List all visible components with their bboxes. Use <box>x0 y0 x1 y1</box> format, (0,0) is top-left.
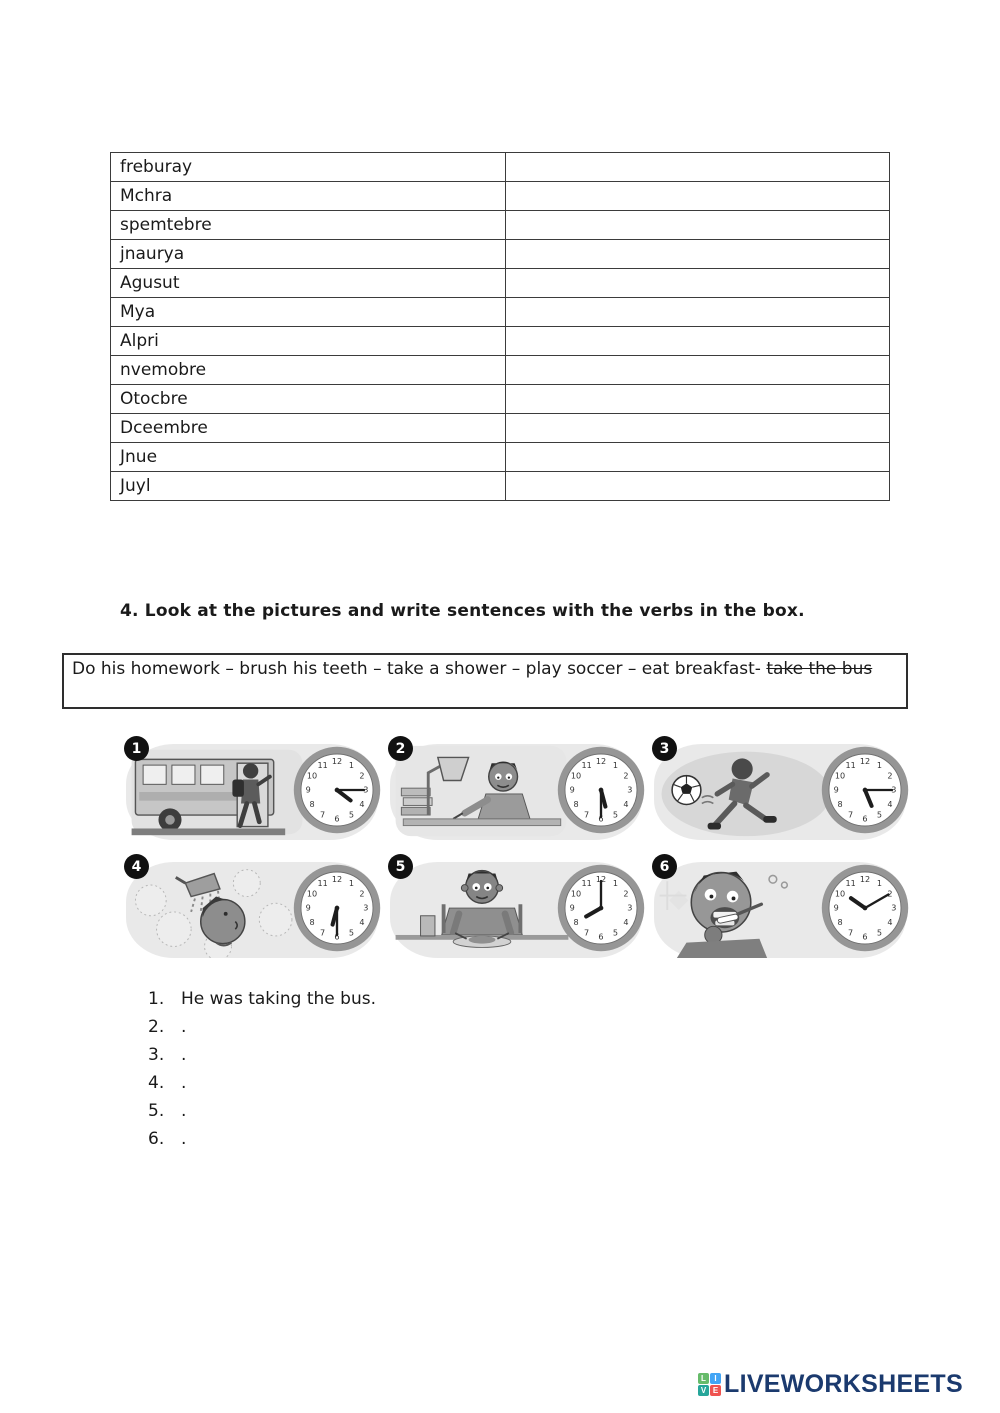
answer-row <box>148 1125 376 1153</box>
table-row <box>111 385 890 414</box>
svg-text:9: 9 <box>305 902 311 913</box>
answer-cell[interactable] <box>506 327 890 356</box>
picture-number-badge: 6 <box>652 854 677 879</box>
answer-cell[interactable] <box>506 182 890 211</box>
svg-text:1: 1 <box>348 759 354 770</box>
answer-row <box>148 985 376 1013</box>
table-row <box>111 414 890 443</box>
answer-row <box>148 1041 376 1069</box>
svg-text:8: 8 <box>837 917 843 928</box>
svg-text:10: 10 <box>834 770 846 781</box>
answer-text[interactable]: . <box>181 1101 187 1121</box>
logo-tile: E <box>710 1385 721 1396</box>
svg-text:5: 5 <box>612 927 618 938</box>
svg-text:10: 10 <box>834 888 846 899</box>
answers-list <box>148 985 376 1153</box>
answer-cell[interactable] <box>506 153 890 182</box>
svg-text:5: 5 <box>876 927 882 938</box>
activity-illustration <box>658 862 834 958</box>
logo-tile: I <box>710 1373 721 1384</box>
answer-row <box>148 1069 376 1097</box>
scrambled-month-cell: Mchra <box>111 182 506 211</box>
svg-text:3: 3 <box>363 902 369 913</box>
svg-text:3: 3 <box>891 784 897 795</box>
svg-text:4: 4 <box>887 917 893 928</box>
svg-text:9: 9 <box>833 784 839 795</box>
svg-text:2: 2 <box>887 888 893 899</box>
svg-text:6: 6 <box>334 813 340 824</box>
activity-illustration <box>658 744 834 840</box>
svg-text:2: 2 <box>623 770 629 781</box>
svg-text:6: 6 <box>862 931 868 942</box>
brand-text: LIVEWORKSHEETS <box>724 1370 963 1398</box>
svg-text:10: 10 <box>306 770 318 781</box>
svg-text:3: 3 <box>627 784 633 795</box>
svg-text:10: 10 <box>306 888 318 899</box>
svg-text:11: 11 <box>845 877 856 888</box>
verb-box-struck-text: take the bus <box>766 659 873 679</box>
answer-cell[interactable] <box>506 240 890 269</box>
picture-tile <box>122 854 384 962</box>
svg-text:4: 4 <box>623 799 629 810</box>
svg-text:3: 3 <box>363 784 369 795</box>
svg-text:1: 1 <box>612 759 618 770</box>
picture-tile <box>386 854 648 962</box>
svg-text:7: 7 <box>848 927 854 938</box>
svg-text:1: 1 <box>612 877 618 888</box>
activity-illustration <box>394 744 570 840</box>
svg-text:12: 12 <box>595 755 607 766</box>
scrambled-month-cell: Agusut <box>111 269 506 298</box>
clock-icon <box>820 745 910 835</box>
svg-text:4: 4 <box>887 799 893 810</box>
answer-text[interactable]: . <box>181 1017 187 1037</box>
liveworksheets-brand[interactable] <box>698 1370 963 1399</box>
svg-text:5: 5 <box>876 809 882 820</box>
clock-icon <box>820 863 910 953</box>
scrambled-month-cell: Dceembre <box>111 414 506 443</box>
svg-text:6: 6 <box>598 813 604 824</box>
svg-text:1: 1 <box>876 877 882 888</box>
svg-text:12: 12 <box>859 873 871 884</box>
picture-number-badge: 4 <box>124 854 149 879</box>
picture-number-badge: 5 <box>388 854 413 879</box>
svg-text:5: 5 <box>612 809 618 820</box>
answer-row <box>148 1013 376 1041</box>
svg-text:3: 3 <box>891 902 897 913</box>
verb-box <box>62 653 908 709</box>
table-row <box>111 472 890 501</box>
scrambled-month-cell: Juyl <box>111 472 506 501</box>
answer-cell[interactable] <box>506 443 890 472</box>
exercise-heading: 4. Look at the pictures and write sentences with the verbs in the box. <box>120 601 805 621</box>
svg-text:6: 6 <box>334 931 340 942</box>
svg-text:9: 9 <box>569 902 575 913</box>
scrambled-month-cell: Jnue <box>111 443 506 472</box>
svg-text:12: 12 <box>331 755 343 766</box>
svg-text:7: 7 <box>584 809 590 820</box>
svg-text:11: 11 <box>581 759 592 770</box>
table-row <box>111 356 890 385</box>
svg-text:8: 8 <box>309 917 315 928</box>
picture-tile <box>650 736 912 844</box>
svg-text:2: 2 <box>359 770 365 781</box>
answer-number: 5. <box>148 1101 165 1121</box>
scrambled-month-cell: Otocbre <box>111 385 506 414</box>
table-row <box>111 327 890 356</box>
svg-text:7: 7 <box>320 809 326 820</box>
answer-text[interactable]: . <box>181 1045 187 1065</box>
svg-text:9: 9 <box>569 784 575 795</box>
answer-row <box>148 1097 376 1125</box>
picture-number-badge: 3 <box>652 736 677 761</box>
svg-text:7: 7 <box>320 927 326 938</box>
scrambled-month-cell: Mya <box>111 298 506 327</box>
picture-tile <box>386 736 648 844</box>
svg-text:5: 5 <box>348 809 354 820</box>
table-row <box>111 182 890 211</box>
activity-illustration <box>394 862 570 958</box>
svg-text:8: 8 <box>573 799 579 810</box>
clock-icon <box>292 863 382 953</box>
scrambled-months-table <box>110 152 890 501</box>
pictures-grid <box>122 736 914 962</box>
svg-text:4: 4 <box>359 799 365 810</box>
picture-tile <box>650 854 912 962</box>
answer-cell[interactable] <box>506 414 890 443</box>
clock-icon <box>556 745 646 835</box>
scrambled-month-cell: freburay <box>111 153 506 182</box>
svg-text:11: 11 <box>581 877 592 888</box>
svg-text:4: 4 <box>359 917 365 928</box>
answer-cell[interactable] <box>506 211 890 240</box>
scrambled-month-cell: nvemobre <box>111 356 506 385</box>
answer-cell[interactable] <box>506 269 890 298</box>
svg-text:8: 8 <box>573 917 579 928</box>
svg-text:1: 1 <box>876 759 882 770</box>
svg-text:12: 12 <box>331 873 343 884</box>
activity-illustration <box>130 862 306 958</box>
answer-number: 3. <box>148 1045 165 1065</box>
svg-text:11: 11 <box>845 759 856 770</box>
svg-text:12: 12 <box>859 755 871 766</box>
liveworksheets-logo-icon <box>698 1373 721 1396</box>
svg-text:3: 3 <box>627 902 633 913</box>
answer-cell[interactable] <box>506 356 890 385</box>
table-row <box>111 298 890 327</box>
table-row <box>111 269 890 298</box>
picture-tile <box>122 736 384 844</box>
svg-text:2: 2 <box>359 888 365 899</box>
scrambled-month-cell: Alpri <box>111 327 506 356</box>
activity-illustration <box>130 744 306 840</box>
clock-icon <box>292 745 382 835</box>
svg-text:7: 7 <box>848 809 854 820</box>
logo-tile: V <box>698 1385 709 1396</box>
picture-number-badge: 1 <box>124 736 149 761</box>
clock-icon <box>556 863 646 953</box>
svg-text:11: 11 <box>317 877 328 888</box>
table-row <box>111 443 890 472</box>
svg-text:2: 2 <box>623 888 629 899</box>
answer-number: 4. <box>148 1073 165 1093</box>
answer-number: 6. <box>148 1129 165 1149</box>
scrambled-month-cell: spemtebre <box>111 211 506 240</box>
svg-text:12: 12 <box>595 873 607 884</box>
svg-text:6: 6 <box>862 813 868 824</box>
answer-cell[interactable] <box>506 298 890 327</box>
verb-box-text: Do his homework – brush his teeth – take a shower – play soccer – eat breakfast- <box>72 659 767 679</box>
svg-text:9: 9 <box>305 784 311 795</box>
table-row <box>111 211 890 240</box>
answer-text[interactable]: . <box>181 1129 187 1149</box>
answer-cell[interactable] <box>506 385 890 414</box>
answer-text[interactable]: He was taking the bus. <box>181 989 376 1009</box>
svg-text:5: 5 <box>348 927 354 938</box>
answer-cell[interactable] <box>506 472 890 501</box>
svg-text:6: 6 <box>598 931 604 942</box>
svg-text:8: 8 <box>309 799 315 810</box>
picture-number-badge: 2 <box>388 736 413 761</box>
svg-text:9: 9 <box>833 902 839 913</box>
answer-text[interactable]: . <box>181 1073 187 1093</box>
table-row <box>111 240 890 269</box>
svg-text:8: 8 <box>837 799 843 810</box>
logo-tile: L <box>698 1373 709 1384</box>
svg-text:11: 11 <box>317 759 328 770</box>
svg-text:7: 7 <box>584 927 590 938</box>
answer-number: 2. <box>148 1017 165 1037</box>
scrambled-month-cell: jnaurya <box>111 240 506 269</box>
svg-text:4: 4 <box>623 917 629 928</box>
table-row <box>111 153 890 182</box>
svg-text:1: 1 <box>348 877 354 888</box>
answer-number: 1. <box>148 989 165 1009</box>
svg-text:10: 10 <box>570 888 582 899</box>
svg-text:10: 10 <box>570 770 582 781</box>
svg-text:2: 2 <box>887 770 893 781</box>
